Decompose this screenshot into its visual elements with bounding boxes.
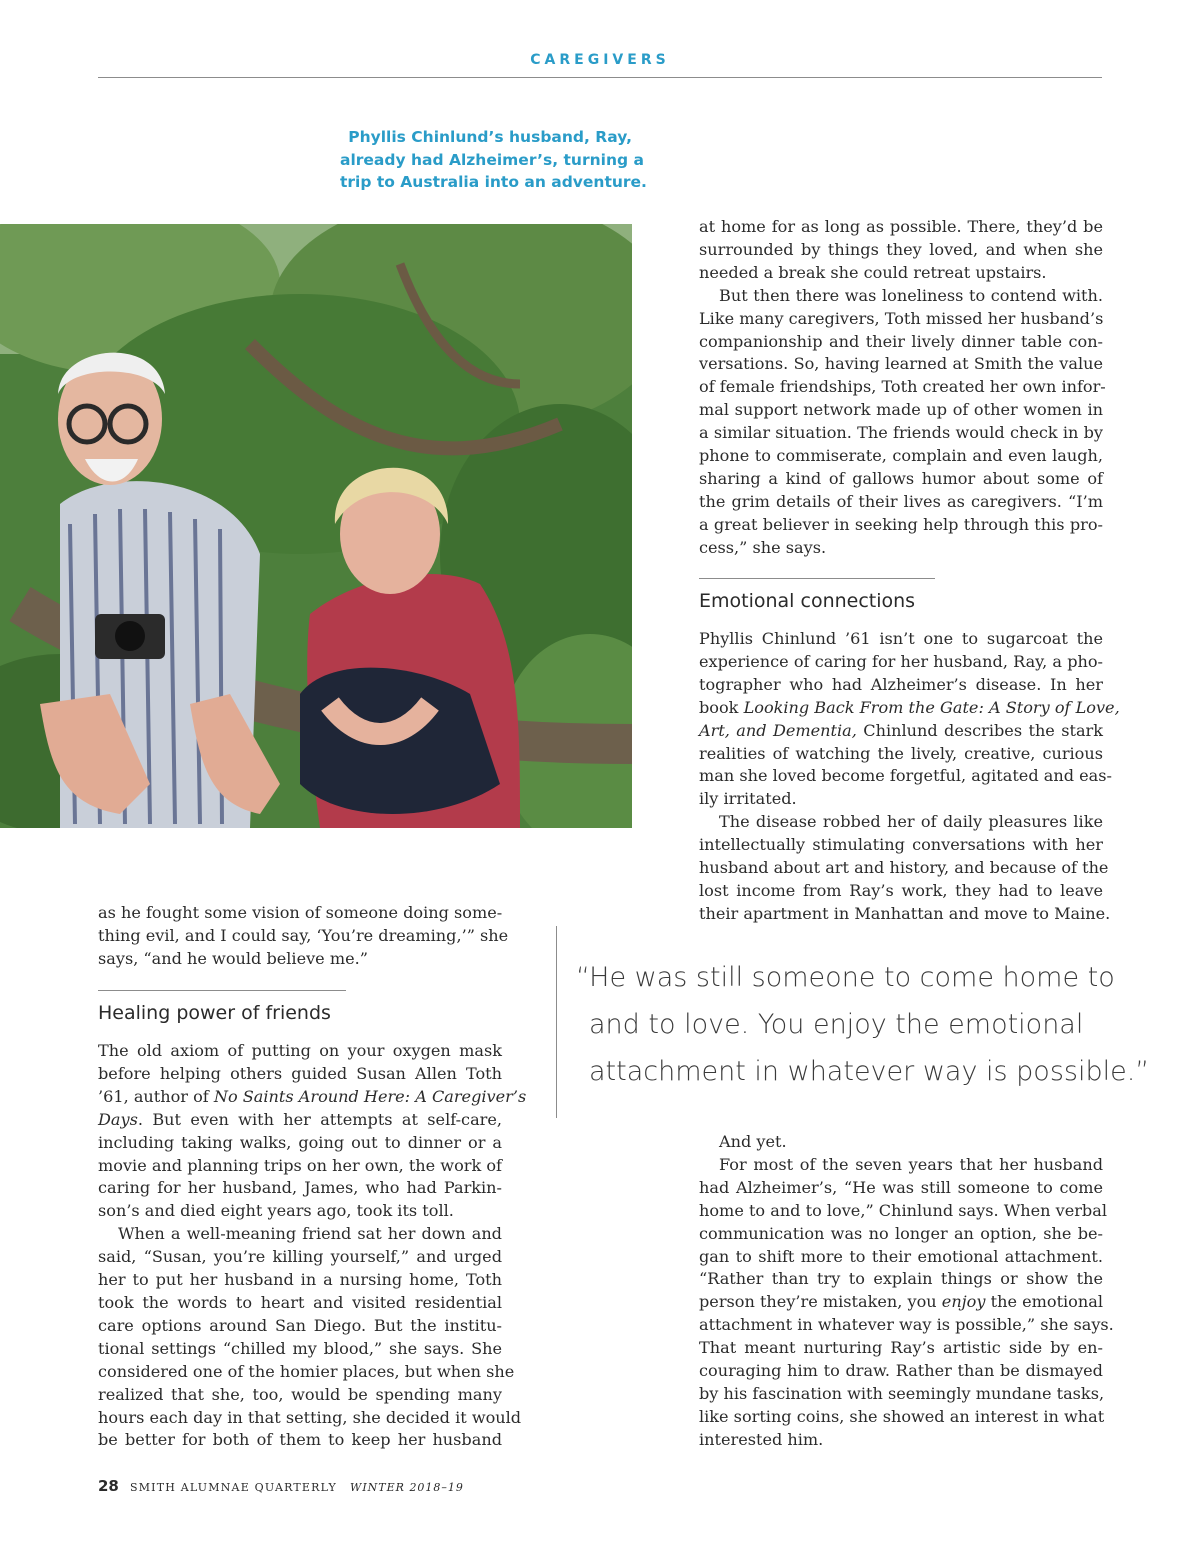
text-line — [699, 720, 1103, 743]
subhead-emotional-connections: Emotional connections — [699, 590, 916, 612]
right-column-middle — [699, 628, 1120, 926]
text-line — [98, 1086, 527, 1109]
text-line: Phyllis Chinlund ’61 isn’t one to sugarcoat the — [699, 629, 1103, 648]
text-line: mal support network made up of other women in — [699, 400, 1103, 420]
text-line: be better for both of them to keep her husband — [98, 1430, 502, 1450]
publication-name: SMITH ALUMNAE QUARTERLY — [129, 1481, 337, 1494]
caption-line: Phyllis Chinlund’s husband, Ray, — [348, 128, 632, 146]
text-line: The old axiom of putting on your oxygen mask — [98, 1041, 502, 1060]
paragraph — [98, 1223, 522, 1452]
couple-photo — [0, 224, 632, 828]
text-line: had Alzheimer’s, “He was still someone to come — [699, 1177, 1103, 1197]
text-run: book — [699, 697, 744, 717]
pull-quote-rule — [556, 926, 557, 1118]
text-line: phone to commiserate, complain and even laugh, — [699, 446, 1103, 466]
text-line: thing evil, and I could say, ‘You’re dreaming,’” she — [98, 925, 509, 945]
text-line: before helping others guided Susan Allen Toth — [98, 1063, 502, 1083]
text-line: gan to shift more to their emotional attachment. — [699, 1246, 1103, 1266]
text-run: the emotional — [985, 1292, 1103, 1312]
text-line: man she loved become forgetful, agitated and eas- — [699, 766, 1112, 786]
text-line: husband about art and history, and because of the — [699, 858, 1109, 878]
emphasis: enjoy — [941, 1292, 986, 1312]
text-line: When a well-meaning friend sat her down and — [118, 1224, 502, 1244]
subhead-rule — [699, 578, 935, 579]
text-line: her to put her husband in a nursing home, Toth — [98, 1270, 502, 1290]
text-line — [699, 697, 1120, 720]
book-title: No Saints Around Here: A Caregiver’s — [213, 1086, 527, 1106]
text-line: hours each day in that setting, she decided it would — [98, 1407, 522, 1427]
text-line: interested him. — [699, 1429, 824, 1449]
text-line: attachment in whatever way is possible,” she says. — [699, 1315, 1114, 1335]
text-line: of female friendships, Toth created her own infor- — [699, 377, 1106, 397]
text-line: realities of watching the lively, creative, curious — [699, 743, 1103, 763]
text-line: tographer who had Alzheimer’s disease. In her — [699, 674, 1103, 694]
text-line: cess,” she says. — [699, 537, 827, 557]
text-line: surrounded by things they loved, and when she — [699, 239, 1103, 259]
paragraph — [699, 811, 1111, 926]
text-line: says, “and he would believe me.” — [98, 948, 368, 968]
book-title: Art, and Dementia, — [699, 720, 857, 740]
text-line: took the words to heart and visited residential — [98, 1292, 502, 1312]
text-line: caring for her husband, James, who had Parkin- — [98, 1178, 502, 1198]
text-line: considered one of the homier places, but when she — [98, 1361, 515, 1381]
header-rule — [98, 77, 1102, 78]
text-line: including taking walks, going out to dinner or a — [98, 1132, 502, 1152]
text-run: Chinlund describes the stark — [856, 720, 1104, 740]
right-column-top — [699, 216, 1106, 560]
text-line: And yet. — [719, 1132, 787, 1151]
text-line: couraging him to draw. Rather than be dismayed — [699, 1361, 1103, 1381]
book-title: Days — [98, 1109, 138, 1129]
text-line: tional settings “chilled my blood,” she says. She — [98, 1338, 502, 1358]
right-column-bottom — [699, 1131, 1114, 1452]
pull-quote-line: “He was still someone to come home to — [576, 962, 1115, 993]
text-line: sharing a kind of gallows humor about some of — [699, 468, 1103, 488]
text-line: home to and to love,” Chinlund says. When verbal — [699, 1200, 1107, 1220]
page-footer — [98, 1476, 464, 1495]
caption-line: already had Alzheimer’s, turning a — [340, 150, 644, 169]
paragraph — [699, 1154, 1114, 1452]
subhead-rule — [98, 990, 346, 991]
caption-line: trip to Australia into an adventure. — [340, 173, 647, 191]
text-run: ’61, author of — [98, 1086, 214, 1106]
text-line: a great believer in seeking help through this pro- — [699, 514, 1103, 534]
text-line: communication was no longer an option, she be- — [699, 1223, 1103, 1243]
text-line: lost income from Ray’s work, they had to leave — [699, 880, 1103, 900]
text-line: son’s and died eight years ago, took its toll. — [98, 1201, 454, 1221]
text-line: But then there was loneliness to contend with. — [719, 285, 1103, 305]
text-line: by his fascination with seemingly mundane tasks, — [699, 1383, 1105, 1403]
text-line: needed a break she could retreat upstairs. — [699, 262, 1047, 282]
text-run: person they’re mistaken, you — [699, 1292, 942, 1312]
pull-quote-line: attachment in whatever way is possible.” — [589, 1056, 1150, 1087]
paragraph — [98, 1040, 527, 1223]
text-line: movie and planning trips on her own, the work of — [98, 1155, 502, 1175]
text-line: at home for as long as possible. There, they’d be — [699, 217, 1103, 236]
text-line: said, “Susan, you’re killing yourself,” and urged — [98, 1247, 502, 1267]
paragraph — [699, 285, 1106, 560]
couple-photo-illustration — [0, 224, 632, 828]
text-line: For most of the seven years that her husband — [719, 1154, 1103, 1174]
text-line — [98, 1109, 502, 1132]
paragraph — [699, 216, 1103, 285]
paragraph — [699, 1131, 1103, 1154]
text-line: That meant nurturing Ray’s artistic side by en- — [699, 1338, 1103, 1358]
paragraph — [98, 902, 509, 971]
subhead-healing-power: Healing power of friends — [98, 1002, 331, 1024]
text-line: The disease robbed her of daily pleasures like — [719, 812, 1103, 832]
text-line: care options around San Diego. But the institu- — [98, 1315, 502, 1335]
text-line: Like many caregivers, Toth missed her husband’s — [699, 308, 1104, 328]
text-line: “Rather than try to explain things or show the — [699, 1269, 1103, 1289]
left-column-continuation — [98, 902, 509, 971]
page-number: 28 — [98, 1477, 119, 1495]
text-line: their apartment in Manhattan and move to Maine. — [699, 903, 1111, 923]
text-line: a similar situation. The friends would check in by — [699, 423, 1103, 443]
text-line: ily irritated. — [699, 789, 797, 809]
pull-quote-line: and to love. You enjoy the emotional — [589, 1009, 1084, 1040]
text-line: the grim details of their lives as caregivers. “I’m — [699, 491, 1103, 511]
text-line: like sorting coins, she showed an interest in what — [699, 1406, 1105, 1426]
text-line: companionship and their lively dinner table con- — [699, 331, 1103, 351]
text-line: realized that she, too, would be spending many — [98, 1384, 502, 1404]
book-title: Looking Back From the Gate: A Story of Love, — [743, 697, 1120, 717]
left-column-body — [98, 1040, 527, 1452]
text-line: as he fought some vision of someone doing some- — [98, 903, 503, 922]
text-line: intellectually stimulating conversations with her — [699, 835, 1103, 855]
text-line — [699, 1291, 1103, 1314]
photo-caption — [340, 126, 647, 194]
text-line: experience of caring for her husband, Ray, a pho- — [699, 651, 1103, 671]
paragraph — [699, 628, 1120, 811]
section-label: CAREGIVERS — [530, 52, 670, 68]
issue-date: WINTER 2018–19 — [350, 1481, 464, 1494]
text-run: . But even with her attempts at self-care, — [137, 1109, 502, 1129]
pull-quote — [576, 954, 1156, 1095]
text-line: versations. So, having learned at Smith the value — [699, 354, 1103, 374]
